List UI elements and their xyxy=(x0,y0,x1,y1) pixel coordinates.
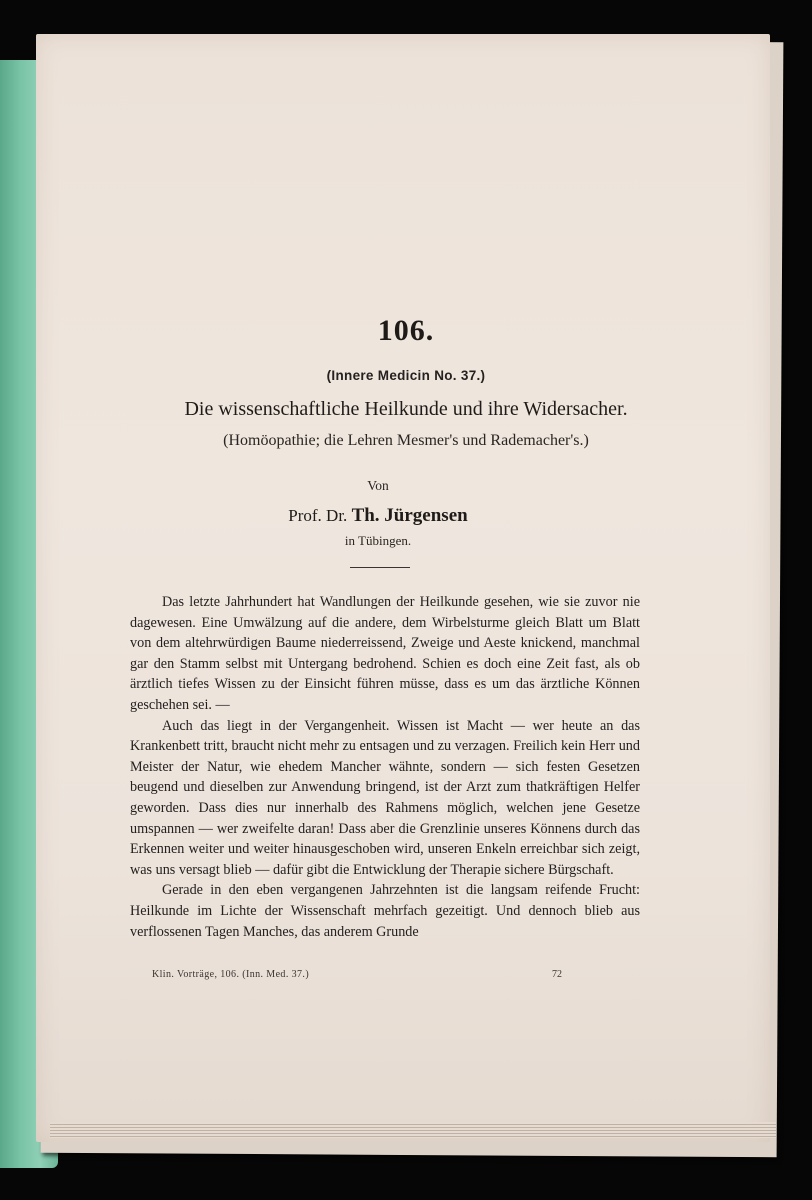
author-location: in Tübingen. xyxy=(344,533,412,548)
page-number: 72 xyxy=(552,969,562,980)
paragraph-3: Gerade in den eben vergangenen Jahrzehnten ist die langsam reifende Frucht: Heilkunde im Lichte der Wissenschaft mehrfach gezeitigt. Und dennoch blieb aus verflossenen Tagen Manches, das anderem Grunde xyxy=(130,882,640,940)
body-text xyxy=(130,592,640,942)
series-label: (Innere Medicin No. 37.) xyxy=(326,368,486,383)
paragraph-1: Das letzte Jahrhundert hat Wandlungen der Heilkunde gesehen, wie sie zuvor nie dagewesen. Eine Umwälzung auf die andere, dem Wirbelsturme gleich Blatt um Blatt von dem altehrwürdigen Baume niederreissend, Zweige und Aeste knickend, manchmal gar den Stamm selbst mit Untergang bedrohend. Schien es doch eine Zeit fast, als ob ärztlich tiefes Wissen zu der Einsicht führen müsse, dass es um das ärztliche Können geschehen sei. — xyxy=(130,594,640,713)
by-line: Von xyxy=(367,478,389,493)
page-title: Die wissenschaftliche Heilkunde und ihre Widersacher. xyxy=(184,398,628,420)
paragraph-2: Auch das liegt in der Vergangenheit. Wissen ist Macht — wer heute an das Krankenbett tritt, braucht nicht mehr zu entsagen und zu verzagen. Freilich kein Herr und Meister der Natur, wie ehedem Mancher wähnte, sondern — sich festen Gesetzen beugend und dieselben zur Anwendung bringend, ist der Arzt zum thatkräftigen Helfer geworden. Dass dies nur innerhalb des Rahmens möglich, welchen jene Gesetze umspannen — wer zweifelte daran! Dass aber die Grenzlinie unseres Könnens durch das Erkennen weiter und weiter hinausgeschoben wird, unseren Enkeln erreichbar sich zeigt, was uns versagt blieb — dafür gibt die Entwicklung der Therapie sichere Bürgschaft. xyxy=(130,717,640,878)
divider xyxy=(350,567,410,568)
page-edges xyxy=(50,1122,776,1138)
footer-citation: Klin. Vorträge, 106. (Inn. Med. 37.) xyxy=(152,969,310,980)
author xyxy=(0,505,756,527)
page-subtitle: (Homöopathie; die Lehren Mesmer's und Rademacher's.) xyxy=(223,432,589,449)
author-name: Th. Jürgensen xyxy=(351,505,468,526)
lecture-number: 106. xyxy=(377,314,435,347)
author-prefix: Prof. Dr. xyxy=(288,506,348,525)
document-page xyxy=(36,34,770,1142)
